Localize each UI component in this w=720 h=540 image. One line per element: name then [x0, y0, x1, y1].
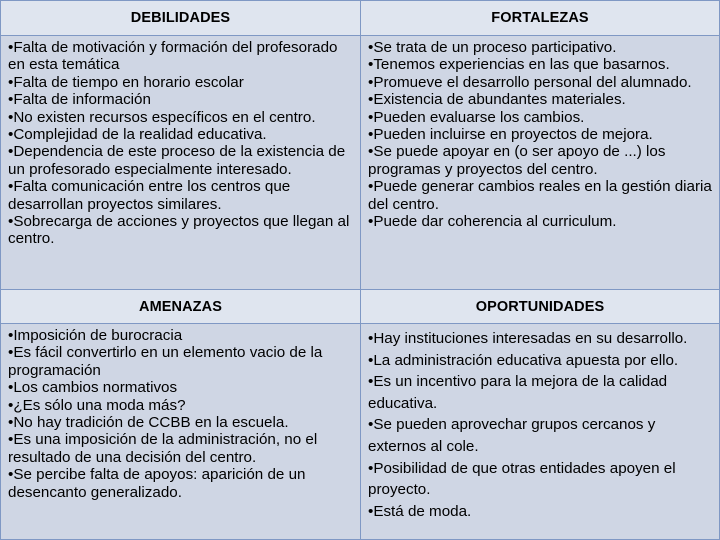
- list-item: • Falta comunicación entre los centros que desarrollan proyectos similares.: [8, 178, 354, 213]
- oportunidades-cell: [360, 323, 720, 540]
- list-item: • Pueden incluirse en proyectos de mejora.: [368, 126, 713, 143]
- list-item: • Se puede apoyar en (o ser apoyo de ...) los programas y proyectos del centro.: [368, 143, 713, 178]
- list-item: • Es fácil convertirlo en un elemento vacio de la programación: [8, 344, 354, 379]
- list-item: • No existen recursos específicos en el centro.: [8, 109, 354, 126]
- list-item: • ¿Es sólo una moda más?: [8, 397, 354, 414]
- list-item: • Imposición de burocracia: [8, 327, 354, 344]
- list-item: • Es un incentivo para la mejora de la calidad educativa.: [368, 371, 713, 414]
- amenazas-header: AMENAZAS: [0, 289, 361, 324]
- list-item: • Falta de motivación y formación del profesorado en esta temática: [8, 39, 354, 74]
- oportunidades-list: [368, 328, 713, 522]
- debilidades-header: DEBILIDADES: [0, 0, 361, 36]
- fortalezas-cell: [360, 35, 720, 290]
- list-item: • Existencia de abundantes materiales.: [368, 91, 713, 108]
- list-item: • La administración educativa apuesta por ello.: [368, 350, 713, 372]
- list-item: • Puede generar cambios reales en la gestión diaria del centro.: [368, 178, 713, 213]
- list-item: • Falta de información: [8, 91, 354, 108]
- list-item: • No hay tradición de CCBB en la escuela.: [8, 414, 354, 431]
- list-item: • Falta de tiempo en horario escolar: [8, 74, 354, 91]
- fortalezas-header: FORTALEZAS: [360, 0, 720, 36]
- oportunidades-header: OPORTUNIDADES: [360, 289, 720, 324]
- list-item: • Se percibe falta de apoyos: aparición de un desencanto generalizado.: [8, 466, 354, 501]
- list-item: • Complejidad de la realidad educativa.: [8, 126, 354, 143]
- list-item: • Se pueden aprovechar grupos cercanos y externos al cole.: [368, 414, 713, 457]
- list-item: • Se trata de un proceso participativo.: [368, 39, 713, 56]
- list-item: • Pueden evaluarse los cambios.: [368, 109, 713, 126]
- list-item: • Puede dar coherencia al curriculum.: [368, 213, 713, 230]
- amenazas-cell: [0, 323, 361, 540]
- debilidades-list: [8, 39, 354, 248]
- list-item: • Está de moda.: [368, 501, 713, 523]
- debilidades-cell: [0, 35, 361, 290]
- list-item: • Promueve el desarrollo personal del alumnado.: [368, 74, 713, 91]
- list-item: • Es una imposición de la administración, no el resultado de una decisión del centro.: [8, 431, 354, 466]
- amenazas-list: [8, 327, 354, 501]
- list-item: • Tenemos experiencias en las que basarnos.: [368, 56, 713, 73]
- list-item: • Posibilidad de que otras entidades apoyen el proyecto.: [368, 458, 713, 501]
- fortalezas-list: [368, 39, 713, 230]
- list-item: • Hay instituciones interesadas en su desarrollo.: [368, 328, 713, 350]
- list-item: • Los cambios normativos: [8, 379, 354, 396]
- list-item: • Dependencia de este proceso de la existencia de un profesorado especialmente interesado.: [8, 143, 354, 178]
- list-item: • Sobrecarga de acciones y proyectos que llegan al centro.: [8, 213, 354, 248]
